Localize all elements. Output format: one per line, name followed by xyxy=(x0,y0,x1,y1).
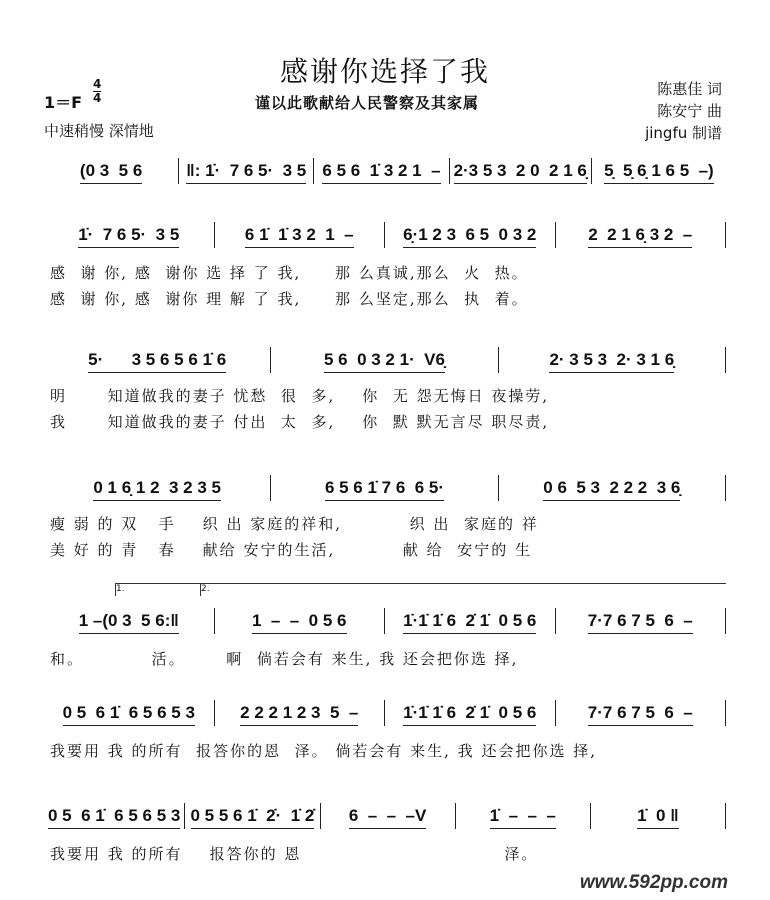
measure xyxy=(592,161,726,184)
lyric-line: 明 知道做我的妻子 忧愁 很 多, 你 无 怨无悔日 夜操劳, xyxy=(50,387,550,405)
lyric-line: 瘦 弱 的 双 手 织 出 家庭的祥和, 织 出 家庭的 祥 xyxy=(50,515,539,533)
lyric-line: 我 知道做我的妻子 付出 太 多, 你 默 默无言尽 职尽责, xyxy=(50,413,550,431)
measure-notes: 5̣ 5̣ 6̣ 1 6 5 –) xyxy=(604,161,714,184)
measure-notes: 2· 3 5 3 2· 3 1 6̣ xyxy=(549,350,674,373)
first-ending: 1. xyxy=(115,583,201,596)
measure xyxy=(499,478,725,501)
watermark: www.592pp.com xyxy=(579,872,728,893)
key-signature: 1＝F xyxy=(44,93,83,112)
measure-notes: 1 –(0 3 5 6:‖ xyxy=(79,611,179,634)
measure-notes: 0 1 6̣ 1 2 3 2 3 5 xyxy=(93,478,221,501)
measure xyxy=(179,161,313,184)
measure xyxy=(215,225,385,248)
measure-notes: 7·7 6 7 5 6 – xyxy=(588,703,693,726)
notation-row xyxy=(44,700,726,726)
measure xyxy=(271,350,497,373)
bar-line xyxy=(725,608,726,634)
measure xyxy=(385,225,555,248)
lyric-line: 和。 活。 啊 倘若会有 来生, 我 还会把你选 择, xyxy=(50,650,519,668)
measure xyxy=(314,161,448,184)
lyricist-credit: 陈惠佳 词 xyxy=(657,80,722,98)
bar-line xyxy=(725,347,726,373)
measure-notes: 6 5 6 1̇ 3 2 1 – xyxy=(322,161,440,184)
measure xyxy=(456,806,590,829)
meter-bottom: 4 xyxy=(93,91,102,105)
notation-row xyxy=(44,475,726,501)
measure xyxy=(321,806,455,829)
measure-notes: 6 – – –V xyxy=(349,806,427,829)
notation-row xyxy=(44,608,726,634)
measure xyxy=(44,225,214,248)
bar-line xyxy=(725,700,726,726)
measure-notes: 1̇ – – – xyxy=(490,806,556,829)
measure-notes: 0 6 5 3 2 2 2 3 6̣ xyxy=(543,478,680,501)
dedication: 谨以此歌献给人民警察及其家属 xyxy=(255,94,480,112)
measure xyxy=(271,478,497,501)
measure-notes: 0 5 6 1̇ 6 5 6 5 3 xyxy=(63,703,195,726)
measure xyxy=(450,161,591,184)
tempo-marking: 中速稍慢 深情地 xyxy=(44,122,154,140)
measure-notes: 5· 3 5 6 5 6 1̇ 6 xyxy=(88,350,226,373)
measure-notes: 1̇ 0 ‖ xyxy=(637,806,679,829)
measure xyxy=(499,350,725,373)
measure xyxy=(385,611,555,634)
measure xyxy=(44,806,184,829)
notation-row xyxy=(44,222,726,248)
measure-notes: 1̇·1̇ 1̇ 6 2̇ 1̇ 0 5 6 xyxy=(403,611,536,634)
measure-notes: 1 – – 0 5 6 xyxy=(252,611,347,634)
notation-row xyxy=(44,158,726,184)
measure xyxy=(44,161,178,184)
measure xyxy=(591,806,725,829)
measure-notes: 7·7 6 7 5 6 – xyxy=(588,611,693,634)
bar-line xyxy=(725,222,726,248)
lyric-line: 感 谢 你, 感 谢你 选 择 了 我, 那 么真诚,那么 火 热。 xyxy=(50,264,529,282)
measure xyxy=(185,806,319,829)
song-title: 感谢你选择了我 xyxy=(279,55,490,88)
measure-notes: 2·3 5 3 2 0 2 1 6̣ xyxy=(454,161,587,184)
bar-line xyxy=(725,475,726,501)
measure-notes: 6̣·1 2 3 6 5 0 3 2 xyxy=(403,225,536,248)
measure-notes: 2 2 2 1 2 3 5 – xyxy=(240,703,358,726)
measure-notes: 2 2 1 6̣ 3 2 – xyxy=(588,225,692,248)
measure xyxy=(215,611,385,634)
measure xyxy=(215,703,385,726)
time-signature xyxy=(93,78,101,105)
measure xyxy=(556,703,726,726)
measure xyxy=(44,350,270,373)
notation-row xyxy=(44,803,726,829)
lyric-line: 我要用 我 的所有 报答你的 恩 泽。 xyxy=(50,845,539,863)
lyric-line: 感 谢 你, 感 谢你 理 解 了 我, 那 么坚定,那么 执 着。 xyxy=(50,290,529,308)
measure-notes: 6 5 6 1̇ 7 6 6 5· xyxy=(325,478,444,501)
measure xyxy=(44,611,214,634)
measure-notes: ‖: 1̇· 7 6 5· 3 5 xyxy=(186,161,306,184)
meter-top: 4 xyxy=(93,77,102,91)
lyric-line: 美 好 的 青 春 献给 安宁的生活, 献 给 安宁的 生 xyxy=(50,541,532,559)
arranger-credit: jingfu 制谱 xyxy=(645,124,722,142)
measure-notes: (0 3 5 6 xyxy=(80,161,142,184)
measure xyxy=(44,478,270,501)
second-ending: 2. xyxy=(200,583,726,596)
measure xyxy=(44,703,214,726)
measure-notes: 0 5 5 6 1̇ 2̇· 1̇ 2̇ xyxy=(191,806,315,829)
bar-line xyxy=(725,803,726,829)
measure xyxy=(556,225,726,248)
measure xyxy=(556,611,726,634)
lyric-line: 我要用 我 的所有 报答你的恩 泽。 倘若会有 来生, 我 还会把你选 择, xyxy=(50,742,597,760)
measure xyxy=(385,703,555,726)
measure-notes: 0 5 6 1̇ 6 5 6 5 3 xyxy=(48,806,180,829)
measure-notes: 6 1̇ 1̇ 3 2 1 – xyxy=(245,225,354,248)
measure-notes: 1̇· 7 6 5· 3 5 xyxy=(78,225,179,248)
measure-notes: 1̇·1̇ 1̇ 6 2̇ 1̇ 0 5 6 xyxy=(403,703,536,726)
measure-notes: 5 6 0 3 2 1· V6̣ xyxy=(324,350,445,373)
composer-credit: 陈安宁 曲 xyxy=(657,102,722,120)
notation-row xyxy=(44,347,726,373)
